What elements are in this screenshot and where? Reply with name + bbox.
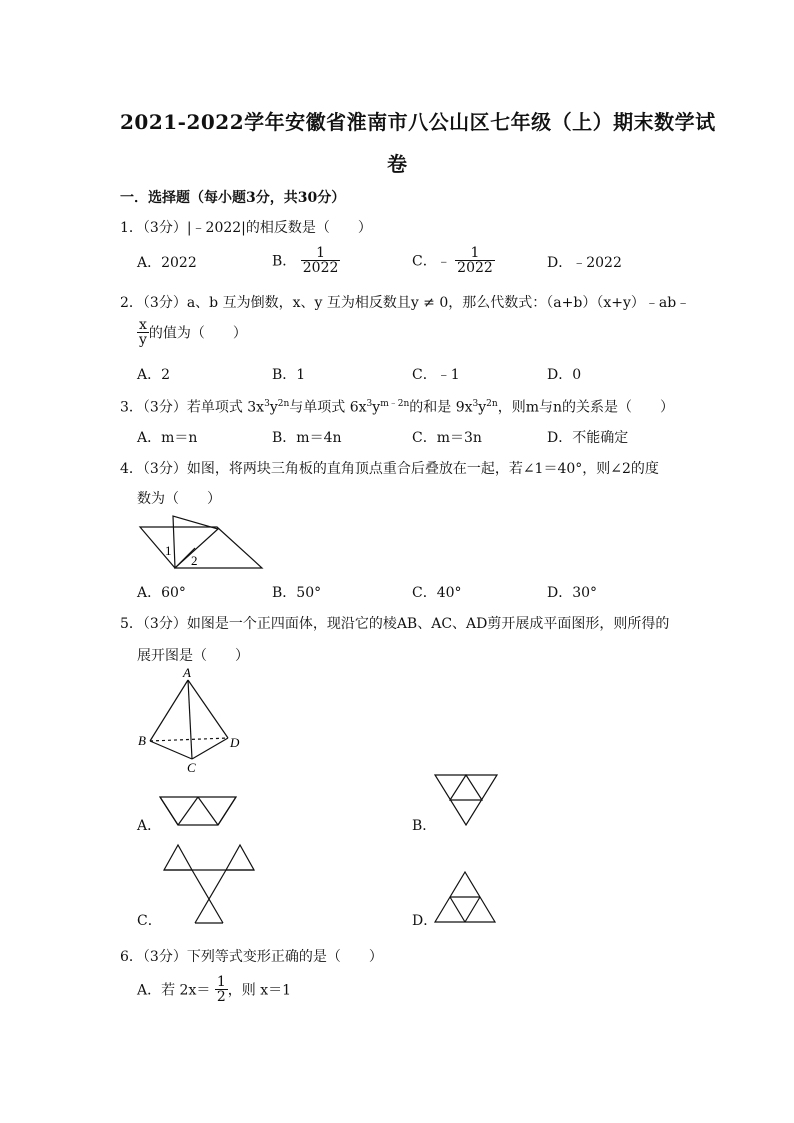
- page-title-line2: 卷: [387, 152, 408, 176]
- question-6-stem: 6．（3分）下列等式变形正确的是（ ）: [120, 949, 383, 965]
- q4-angle-1-label: 1: [165, 543, 172, 558]
- q3-option-a: A．m＝n: [137, 430, 198, 446]
- q3-exp-1: 3: [264, 399, 270, 409]
- q5-option-a-label: A．: [137, 818, 162, 834]
- q3-text-3: 与单项式 6x: [289, 399, 367, 416]
- q4-option-c: C．40°: [412, 585, 462, 601]
- question-4-stem-line1: 4．（3分）如图，将两块三角板的直角顶点重合后叠放在一起，若∠1＝40°，则∠2的度: [120, 461, 659, 477]
- q1-option-a: A．2022: [137, 255, 197, 271]
- q3-exp-4: m﹣2n: [380, 399, 410, 409]
- question-5-stem-line2: 展开图是（ ）: [137, 648, 249, 664]
- q6-a-fraction: [215, 975, 228, 1004]
- page-title-line1: 2021-2022学年安徽省淮南市八公山区七年级（上）期末数学试: [120, 110, 716, 134]
- q4-option-a: A．60°: [137, 585, 186, 601]
- q2-option-a: A．2: [137, 367, 171, 383]
- q3-text-7: ，则m与n的关系是（ ）: [497, 399, 674, 416]
- question-1-stem: 1．（3分）|﹣2022|的相反数是（ ）: [120, 220, 372, 236]
- question-2-tail: [137, 318, 247, 347]
- q5-vertex-c: C: [187, 760, 196, 775]
- q6-a-prefix: A．若 2x＝: [137, 982, 211, 999]
- question-3-stem: [120, 396, 674, 417]
- q2-fraction: [137, 318, 149, 347]
- q5-option-c-net: [160, 842, 260, 926]
- q3-text-2: y: [269, 399, 278, 416]
- q3-text-4: y: [372, 399, 381, 416]
- q2-option-c: C．﹣1: [412, 367, 460, 383]
- section-heading: 一．选择题（每小题3分，共30分）: [120, 190, 346, 206]
- q3-exp-2: 2n: [277, 399, 290, 409]
- q3-exp-5: 3: [472, 399, 479, 409]
- q4-option-d: D．30°: [547, 585, 598, 601]
- q1-c-fraction: [455, 246, 495, 275]
- q4-angle-2-label: 2: [191, 553, 198, 568]
- q5-vertex-a: A: [183, 665, 191, 680]
- q1-b-denominator: 2022: [302, 260, 339, 276]
- q5-option-c-label: C．: [137, 913, 162, 929]
- q1-b-prefix: B．: [272, 253, 297, 270]
- q5-option-b-net: [433, 773, 501, 829]
- q1-c-prefix: C．﹣: [412, 253, 451, 270]
- q5-vertex-b: B: [138, 733, 146, 748]
- question-2-stem: 2．（3分）a、b 互为倒数，x、y 互为相反数且y ≠ 0，那么代数式：（a+b）（x+y）﹣ab﹣: [120, 295, 691, 311]
- q5-tetrahedron-figure: [135, 665, 250, 775]
- q1-option-b: [272, 246, 340, 275]
- q3-text-1: 3．（3分）若单项式 3x: [120, 399, 265, 416]
- question-4-stem-line2: 数为（ ）: [137, 491, 221, 507]
- q1-option-c: [412, 246, 495, 275]
- q3-text-5: 的和是 9x: [409, 399, 473, 416]
- q6-a-numerator: 1: [216, 974, 226, 990]
- q1-option-d: D．﹣2022: [547, 255, 622, 271]
- q5-vertex-d: D: [230, 735, 240, 750]
- q6-a-denominator: 2: [216, 989, 226, 1005]
- q5-option-d-net: [433, 870, 499, 926]
- q3-option-b: B．m＝4n: [272, 430, 342, 446]
- q1-b-numerator: 1: [301, 246, 341, 261]
- q2-denominator: y: [139, 332, 147, 348]
- q4-triangle-horizontal: [140, 527, 262, 568]
- q5-option-a-net: [158, 795, 240, 827]
- q1-c-numerator: 1: [455, 246, 495, 261]
- q2-stem-tail: 的值为（ ）: [148, 325, 247, 342]
- q6-option-a: [137, 975, 291, 1004]
- q1-b-fraction: [301, 246, 341, 275]
- q1-c-denominator: 2022: [457, 260, 493, 276]
- q3-text-6: y: [478, 399, 487, 416]
- question-5-stem-line1: 5．（3分）如图是一个正四面体，现沿它的棱AB、AC、AD剪开展成平面图形，则所得的: [120, 616, 670, 632]
- q4-option-b: B．50°: [272, 585, 322, 601]
- q3-exp-3: 3: [366, 399, 373, 409]
- q6-a-tail: ，则 x＝1: [227, 982, 292, 999]
- q4-triangles-figure: [135, 512, 270, 574]
- q5-option-d-label: D．: [412, 913, 438, 929]
- q3-option-d: D．不能确定: [547, 430, 629, 446]
- q3-exp-6: 2n: [486, 399, 498, 409]
- q5-option-b-label: B．: [412, 818, 437, 834]
- q2-numerator: x: [137, 318, 149, 333]
- q2-option-b: B．1: [272, 367, 306, 383]
- q2-option-d: D．0: [547, 367, 582, 383]
- q3-option-c: C．m＝3n: [412, 430, 482, 446]
